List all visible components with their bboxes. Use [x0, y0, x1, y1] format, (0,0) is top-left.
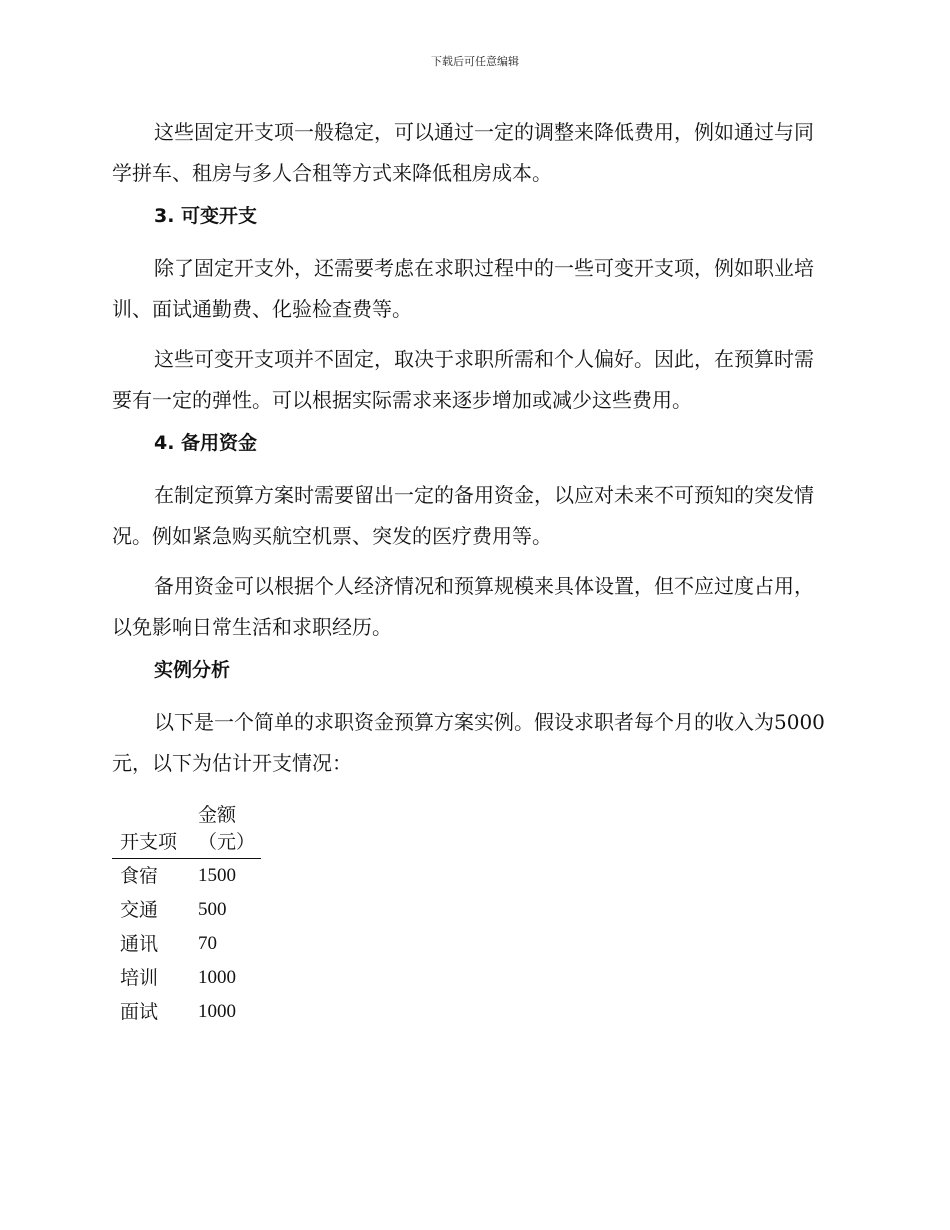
table-row [112, 995, 261, 1029]
heading-example-analysis: 实例分析 [154, 659, 231, 681]
document-body [112, 112, 828, 1029]
paragraph-variable-flexibility: 这些可变开支项并不固定，取决于求职所需和个人偏好。因此，在预算时需要有一定的弹性。可以根据实际需求来逐步增加或减少这些费用。 [112, 347, 814, 412]
cell-item: 交通 [120, 899, 159, 921]
cell-item: 食宿 [120, 865, 159, 887]
paragraph-fixed-expenses-note: 这些固定开支项一般稳定，可以通过一定的调整来降低费用，例如通过与同学拼车、租房与多人合租等方式来降低租房成本。 [112, 120, 814, 185]
paragraph-variable-expenses: 除了固定开支外，还需要考虑在求职过程中的一些可变开支项，例如职业培训、面试通勤费、化验检查费等。 [112, 256, 814, 321]
cell-amount: 1000 [198, 1001, 236, 1022]
cell-item: 面试 [120, 1001, 159, 1023]
table-row [112, 961, 261, 995]
budget-table [112, 802, 261, 1029]
cell-amount: 500 [198, 899, 227, 920]
cell-item: 通讯 [120, 933, 159, 955]
paragraph-reserve-setting: 备用资金可以根据个人经济情况和预算规模来具体设置，但不应过度占用，以免影响日常生活和求职经历。 [112, 574, 814, 639]
table-row [112, 859, 261, 894]
paragraph-reserve-fund: 在制定预算方案时需要留出一定的备用资金，以应对未来不可预知的突发情况。例如紧急购买航空机票、突发的医疗费用等。 [112, 483, 814, 548]
cell-item: 培训 [120, 967, 159, 989]
cell-amount: 1000 [198, 967, 236, 988]
column-header-amount: 金额（元） [190, 802, 261, 859]
paragraph-example-intro: 以下是一个简单的求职资金预算方案实例。假设求职者每个月的收入为5000元，以下为估计开支情况： [112, 710, 825, 775]
table-header-row [112, 802, 261, 859]
table-row [112, 927, 261, 961]
cell-amount: 70 [198, 933, 217, 954]
column-header-item: 开支项 [112, 802, 190, 859]
cell-amount: 1500 [198, 865, 236, 886]
page-header: 下载后可任意编辑 [431, 55, 519, 68]
heading-reserve-fund: 4. 备用资金 [154, 432, 258, 454]
heading-variable-expenses: 3. 可变开支 [154, 205, 258, 227]
table-row [112, 893, 261, 927]
